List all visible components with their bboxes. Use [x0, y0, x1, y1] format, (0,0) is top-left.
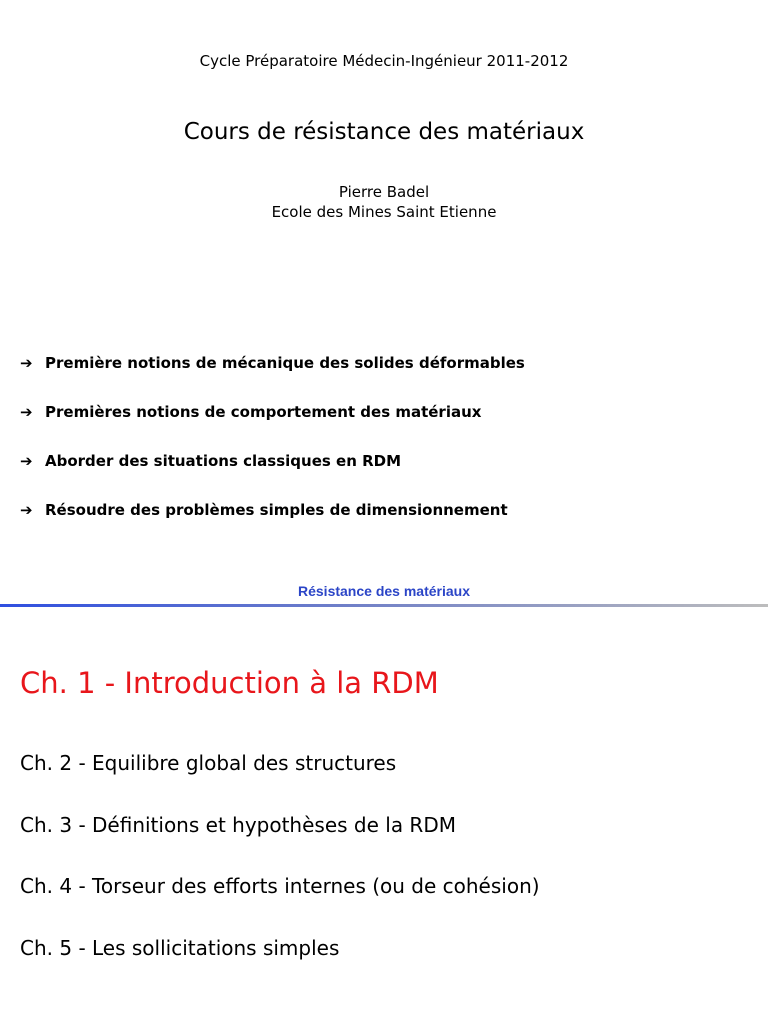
arrow-right-icon: ➔ [20, 452, 33, 470]
chapter-item: Ch. 5 - Les sollicitations simples [20, 936, 340, 960]
course-title: Cours de résistance des matériaux [183, 119, 585, 145]
objective-item [20, 352, 525, 401]
chapter-item: Ch. 2 - Equilibre global des structures [20, 751, 397, 775]
author-name: Pierre Badel [338, 183, 430, 201]
objective-text: Résoudre des problèmes simples de dimensionnement [45, 501, 508, 519]
objective-item [20, 401, 525, 450]
objective-text: Premières notions de comportement des matériaux [45, 403, 482, 421]
footer-divider [0, 604, 768, 607]
school-name: Ecole des Mines Saint Etienne [271, 203, 497, 221]
objective-item [20, 450, 525, 499]
current-chapter-heading: Ch. 1 - Introduction à la RDM [20, 666, 439, 700]
chapter-item: Ch. 4 - Torseur des efforts internes (ou de cohésion) [20, 874, 540, 898]
slide-footer-title: Résistance des matériaux [298, 583, 470, 599]
arrow-right-icon: ➔ [20, 501, 33, 519]
objectives-list [20, 352, 525, 548]
objective-item [20, 499, 525, 548]
arrow-right-icon: ➔ [20, 354, 33, 372]
objective-text: Aborder des situations classiques en RDM [45, 452, 402, 470]
objective-text: Première notions de mécanique des solides déformables [45, 354, 525, 372]
chapter-item: Ch. 3 - Définitions et hypothèses de la RDM [20, 813, 456, 837]
program-line: Cycle Préparatoire Médecin-Ingénieur 2011-2012 [199, 52, 569, 70]
arrow-right-icon: ➔ [20, 403, 33, 421]
